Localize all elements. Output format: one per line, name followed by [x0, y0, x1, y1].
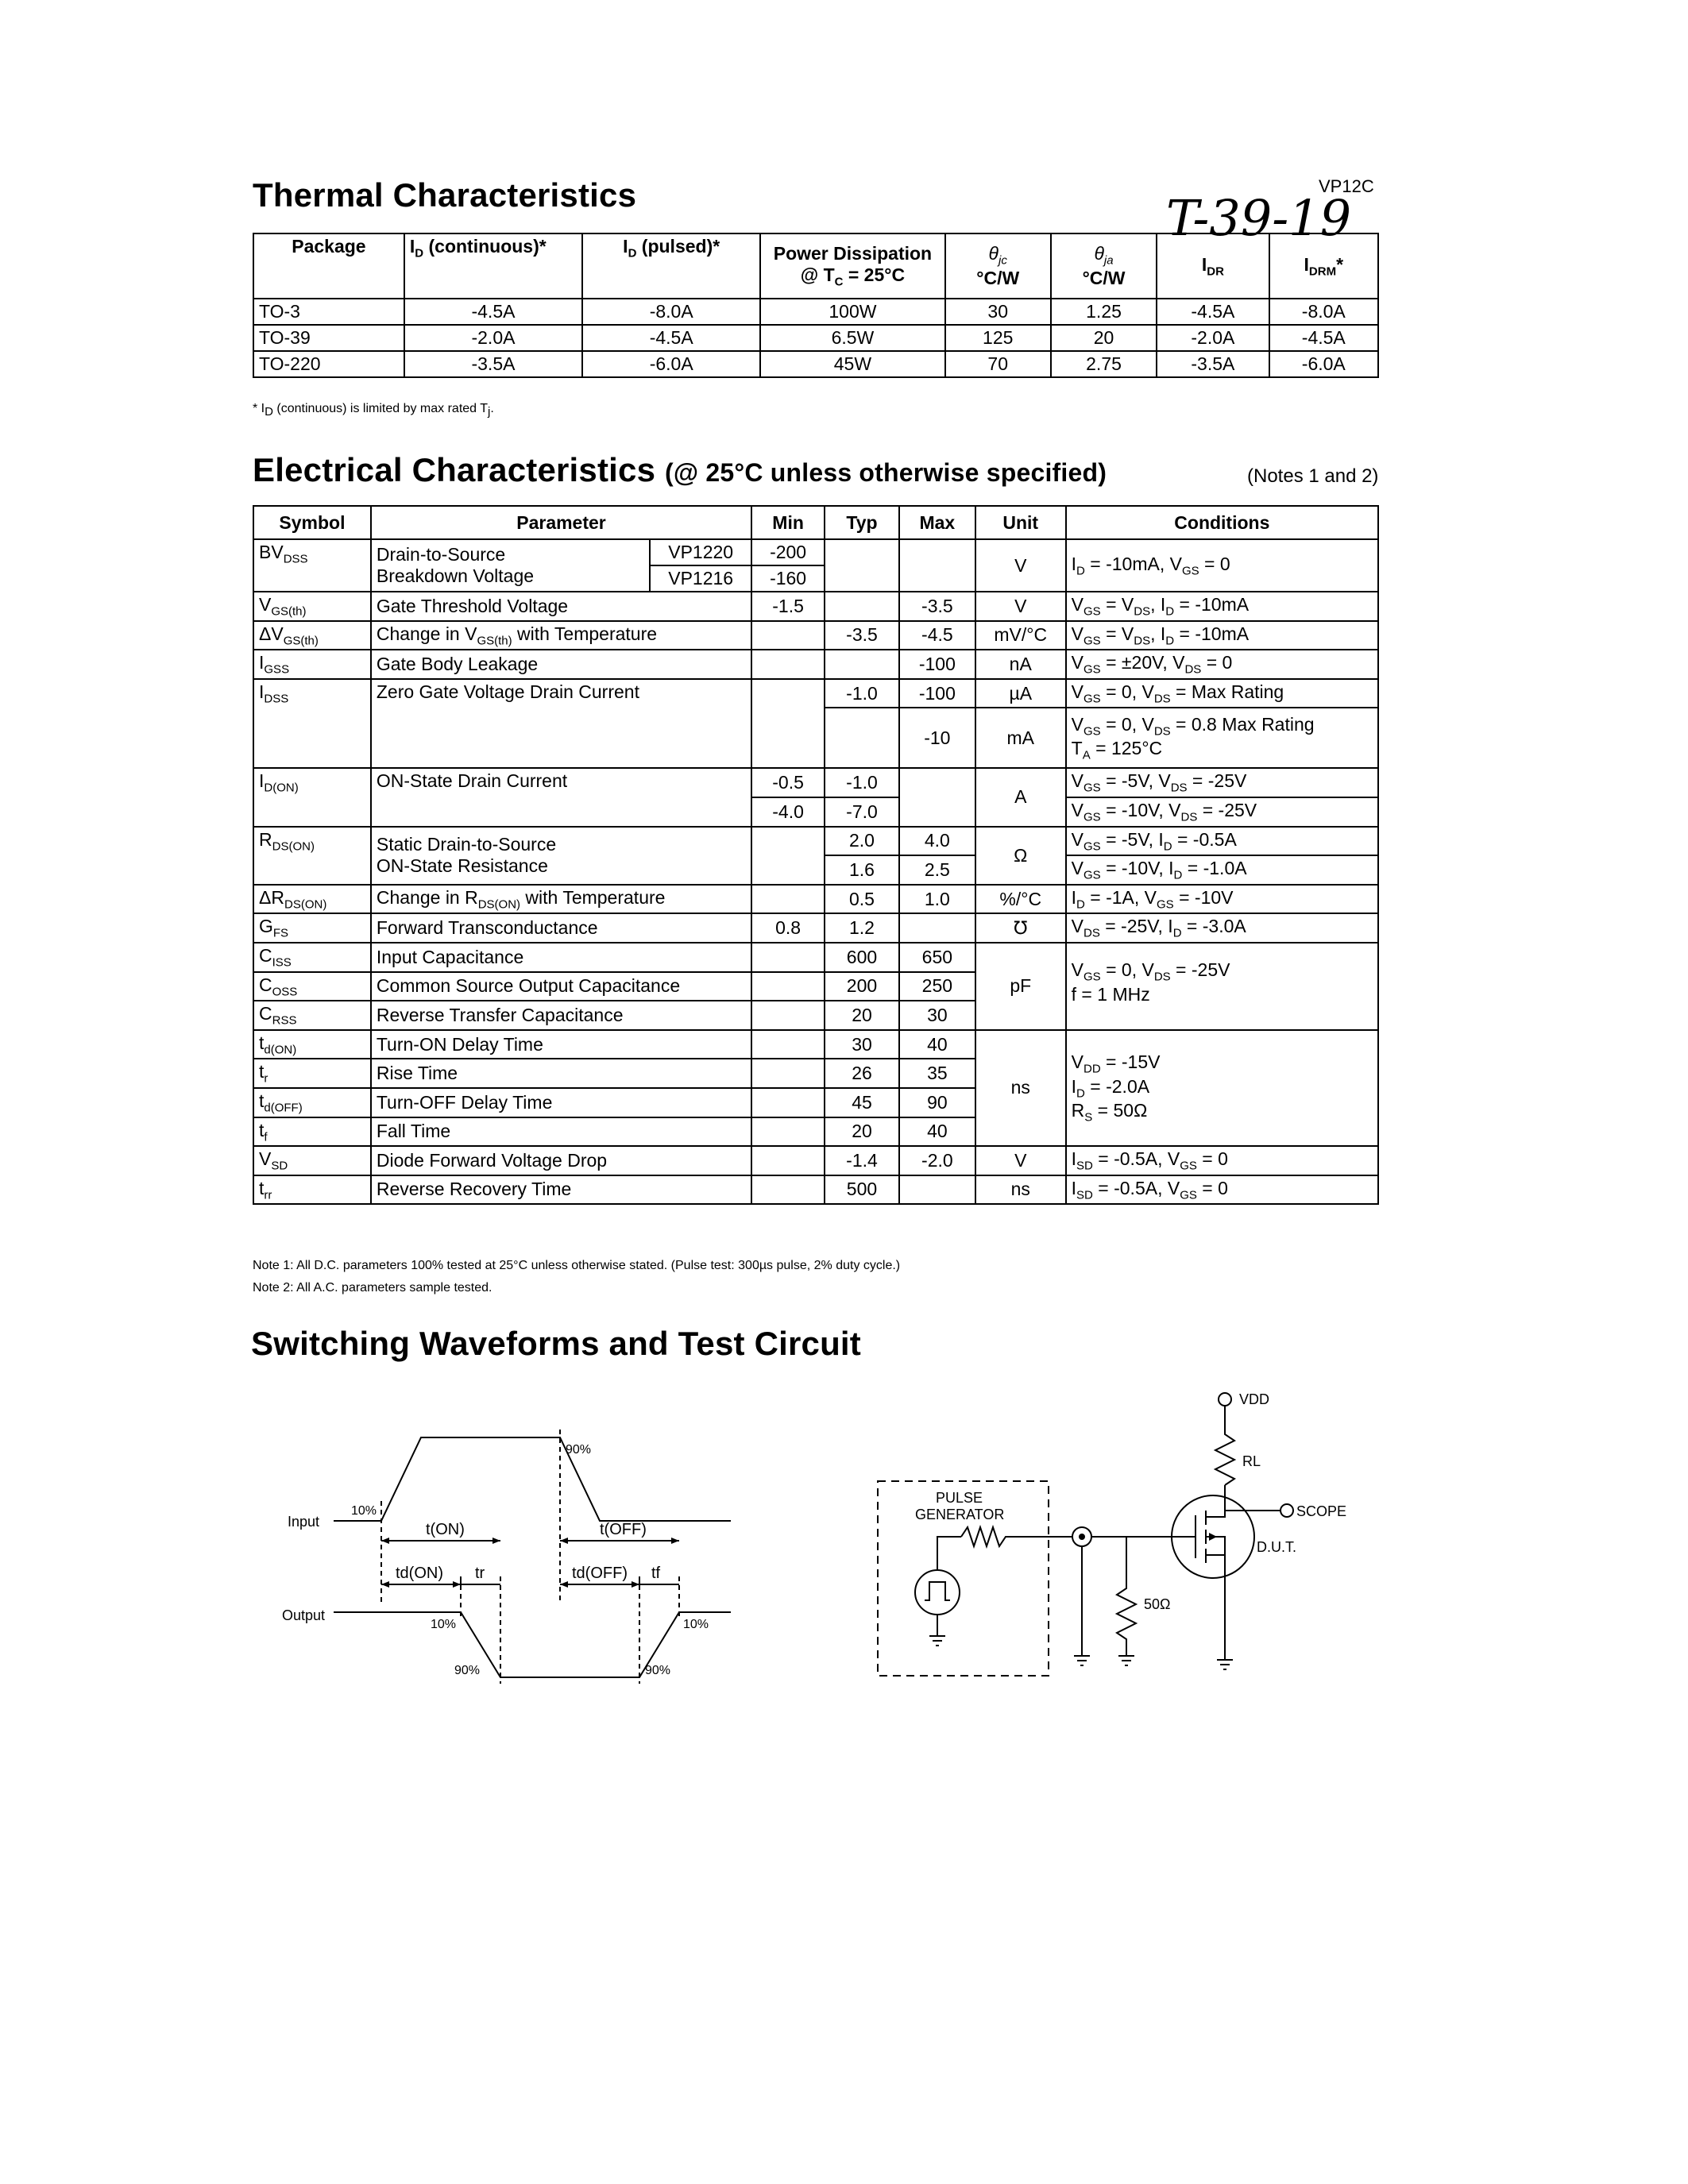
cell: TO-39 — [253, 325, 404, 351]
thermal-header-row — [253, 233, 1378, 299]
table-row — [253, 1175, 1378, 1205]
cell: -3.5A — [1157, 351, 1269, 377]
cell: Forward Transconductance — [371, 913, 751, 943]
sym-tf: $t_f$ — [253, 1117, 371, 1147]
thermal-footnote: * $I_D$ (continuous) is limited by max rated $T_j$. — [253, 402, 494, 419]
cond-gfs: $V_{DS} = -25V$, $I_D = -3.0A$ — [1066, 913, 1378, 943]
cell — [825, 539, 899, 592]
label-input: Input — [288, 1514, 320, 1530]
device-vp1220: VP1220 — [650, 539, 751, 565]
cell: 35 — [899, 1059, 975, 1088]
cell: -2.0A — [1157, 325, 1269, 351]
cell: 2.0 — [825, 827, 899, 856]
cell: -2.0 — [899, 1146, 975, 1175]
cond-dvgsth: $V_{GS} = V_{DS}$, $I_D = -10mA$ — [1066, 621, 1378, 650]
cell: 100W — [760, 299, 944, 325]
cond-trr: $I_{SD} = -0.5A$, $V_{GS} = 0$ — [1066, 1175, 1378, 1205]
cell: pF — [975, 943, 1066, 1030]
sym-crss: $C_{RSS}$ — [253, 1001, 371, 1030]
thermal-title: Thermal Characteristics — [253, 176, 637, 214]
label-tdoff: td(OFF) — [572, 1565, 628, 1582]
cell: 26 — [825, 1059, 899, 1088]
cell: 1.2 — [825, 913, 899, 943]
cell: 40 — [899, 1030, 975, 1059]
cond-switching: $V_{DD} = -15V$ $I_D = -2.0A$ $R_S = 50\Omega$ — [1066, 1030, 1378, 1146]
label-generator: GENERATOR — [915, 1507, 1005, 1522]
cell: Common Source Output Capacitance — [371, 972, 751, 1001]
cell: -6.0A — [582, 351, 760, 377]
cell: 30 — [945, 299, 1051, 325]
label-dut: D.U.T. — [1257, 1539, 1297, 1555]
cell: V — [975, 1146, 1066, 1175]
cell — [899, 539, 975, 592]
param-rdson: Static Drain-to-Source ON-State Resistance — [371, 827, 751, 885]
cell: -8.0A — [582, 299, 760, 325]
th-conditions: Conditions — [1066, 506, 1378, 539]
param-bvdss: Drain-to-Source Breakdown Voltage — [371, 539, 650, 592]
sym-tr: $t_r$ — [253, 1059, 371, 1088]
cond-rdson-1: $V_{GS} = -5V$, $I_D = -0.5A$ — [1066, 827, 1378, 856]
cell — [751, 943, 825, 972]
cell: 125 — [945, 325, 1051, 351]
cell: 90 — [899, 1088, 975, 1117]
table-row — [253, 621, 1378, 650]
cond-idss-2: $V_{GS} = 0$, $V_{DS} = 0.8$ Max Rating $T_A = 125^\circ C$ — [1066, 708, 1378, 768]
cell — [751, 679, 825, 769]
cell: Rise Time — [371, 1059, 751, 1088]
th-idrm: $I_{DRM}*$ — [1269, 233, 1378, 299]
cell: -10 — [899, 708, 975, 768]
switching-waveform — [278, 1422, 755, 1692]
sym-rdson: $R_{DS(ON)}$ — [253, 827, 371, 885]
cell: -8.0A — [1269, 299, 1378, 325]
cond-idon-1: $V_{GS} = -5V$, $V_{DS} = -25V$ — [1066, 768, 1378, 797]
sym-drdson: $\Delta R_{DS(ON)}$ — [253, 885, 371, 914]
table-row — [253, 679, 1378, 708]
cond-idss-1: $V_{GS} = 0$, $V_{DS}$ = Max Rating — [1066, 679, 1378, 708]
cell — [751, 1088, 825, 1117]
cell: -3.5 — [899, 592, 975, 621]
cell: 2.5 — [899, 855, 975, 885]
electrical-table — [253, 505, 1379, 1205]
cell: 250 — [899, 972, 975, 1001]
cell: Fall Time — [371, 1117, 751, 1147]
cell — [899, 913, 975, 943]
cell: 2.75 — [1051, 351, 1157, 377]
cell — [751, 1001, 825, 1030]
cell: -1.0 — [825, 768, 899, 797]
th-typ: Typ — [825, 506, 899, 539]
page-id: VP12C — [1319, 176, 1374, 196]
cell: ON-State Drain Current — [371, 768, 751, 826]
table-row — [253, 768, 1378, 797]
cell: mA — [975, 708, 1066, 768]
test-circuit — [858, 1382, 1366, 1692]
label-rl: RL — [1242, 1453, 1261, 1469]
label-tr: tr — [475, 1565, 485, 1582]
table-row — [253, 885, 1378, 914]
cell: -1.4 — [825, 1146, 899, 1175]
cell: ℧ — [975, 913, 1066, 943]
th-idr: $I_{DR}$ — [1157, 233, 1269, 299]
table-row — [253, 913, 1378, 943]
cell: 650 — [899, 943, 975, 972]
param-dvgsth: Change in $V_{GS(th)}$ with Temperature — [371, 621, 751, 650]
cell: 0.8 — [751, 913, 825, 943]
th-theta-ja: $\theta_{ja}$ °C/W — [1051, 233, 1157, 299]
cell: 0.5 — [825, 885, 899, 914]
cell: 4.0 — [899, 827, 975, 856]
thermal-table — [253, 233, 1379, 378]
thermal-row — [253, 299, 1378, 325]
cell — [751, 972, 825, 1001]
cell — [751, 1030, 825, 1059]
label-vdd: VDD — [1239, 1391, 1270, 1407]
cell: 20 — [1051, 325, 1157, 351]
cell: -6.0A — [1269, 351, 1378, 377]
label-50-ohm: 50Ω — [1144, 1596, 1171, 1612]
param-drdson: Change in $R_{DS(ON)}$ with Temperature — [371, 885, 751, 914]
cell — [825, 592, 899, 621]
cell: Gate Threshold Voltage — [371, 592, 751, 621]
cell: 600 — [825, 943, 899, 972]
cell: A — [975, 768, 1066, 826]
sym-ciss: $C_{ISS}$ — [253, 943, 371, 972]
label-pulse: PULSE — [936, 1490, 983, 1506]
cell: 1.25 — [1051, 299, 1157, 325]
table-row — [253, 943, 1378, 972]
th-id-continuous: $I_D$ (continuous)* — [404, 233, 582, 299]
label-10-output-right: 10% — [683, 1618, 709, 1631]
cell — [751, 1175, 825, 1205]
cell: TO-220 — [253, 351, 404, 377]
cell: Turn-ON Delay Time — [371, 1030, 751, 1059]
cond-capacitance: $V_{GS} = 0$, $V_{DS} = -25V$ f = 1 MHz — [1066, 943, 1378, 1030]
cell: -2.0A — [404, 325, 582, 351]
cond-bvdss: $I_D = -10mA$, $V_{GS} = 0$ — [1066, 539, 1378, 592]
th-parameter: Parameter — [371, 506, 751, 539]
cell: 20 — [825, 1001, 899, 1030]
notes-reference: (Notes 1 and 2) — [1247, 465, 1379, 487]
cell: 70 — [945, 351, 1051, 377]
cell: Gate Body Leakage — [371, 650, 751, 679]
sym-coss: $C_{OSS}$ — [253, 972, 371, 1001]
sym-dvgsth: $\Delta V_{GS(th)}$ — [253, 621, 371, 650]
cell: Zero Gate Voltage Drain Current — [371, 679, 751, 769]
label-scope: SCOPE — [1296, 1503, 1347, 1519]
cell: 30 — [899, 1001, 975, 1030]
sym-trr: $t_{rr}$ — [253, 1175, 371, 1205]
cell — [899, 1175, 975, 1205]
cell: -4.5 — [899, 621, 975, 650]
sym-vgsth: $V_{GS(th)}$ — [253, 592, 371, 621]
cell — [751, 1117, 825, 1147]
cell: nA — [975, 650, 1066, 679]
th-unit: Unit — [975, 506, 1066, 539]
th-symbol: Symbol — [253, 506, 371, 539]
sym-bvdss: $BV_{DSS}$ — [253, 539, 371, 592]
cell: -3.5A — [404, 351, 582, 377]
device-vp1216: VP1216 — [650, 565, 751, 592]
label-tdon: td(ON) — [396, 1565, 443, 1582]
sym-igss: $I_{GSS}$ — [253, 650, 371, 679]
cell: -4.5A — [1157, 299, 1269, 325]
cell — [751, 885, 825, 914]
cell: V — [975, 592, 1066, 621]
cell: -4.0 — [751, 797, 825, 827]
table-row — [253, 1146, 1378, 1175]
table-row — [253, 827, 1378, 856]
cell: 200 — [825, 972, 899, 1001]
cell: 20 — [825, 1117, 899, 1147]
note-1: Note 1: All D.C. parameters 100% tested at 25°C unless otherwise stated. (Pulse test: 300µs pulse, 2% duty cycle.) — [253, 1259, 901, 1272]
table-row — [253, 539, 1378, 565]
cell: ns — [975, 1030, 1066, 1146]
label-90-output-right: 90% — [645, 1664, 671, 1677]
label-ton: t(ON) — [426, 1521, 465, 1538]
sym-idon: $I_{D(ON)}$ — [253, 768, 371, 826]
thermal-row — [253, 325, 1378, 351]
cell: -1.0 — [825, 679, 899, 708]
cond-vsd: $I_{SD} = -0.5A$, $V_{GS} = 0$ — [1066, 1146, 1378, 1175]
th-max: Max — [899, 506, 975, 539]
table-row — [253, 592, 1378, 621]
cell: 6.5W — [760, 325, 944, 351]
cell: ns — [975, 1175, 1066, 1205]
cell: Turn-OFF Delay Time — [371, 1088, 751, 1117]
sym-tdon: $t_{d(ON)}$ — [253, 1030, 371, 1059]
label-toff: t(OFF) — [600, 1521, 647, 1538]
cell: -160 — [751, 565, 825, 592]
cell: Input Capacitance — [371, 943, 751, 972]
cell — [751, 650, 825, 679]
cond-drdson: $I_D = -1A$, $V_{GS} = -10V$ — [1066, 885, 1378, 914]
sym-vsd: $V_{SD}$ — [253, 1146, 371, 1175]
sym-tdoff: $t_{d(OFF)}$ — [253, 1088, 371, 1117]
electrical-header-row — [253, 506, 1378, 539]
cell: 500 — [825, 1175, 899, 1205]
th-id-pulsed: $I_D$ (pulsed)* — [582, 233, 760, 299]
cell: Ω — [975, 827, 1066, 885]
cell: -1.5 — [751, 592, 825, 621]
th-min: Min — [751, 506, 825, 539]
cell: 45W — [760, 351, 944, 377]
cell — [825, 708, 899, 768]
handwritten-mark: T-39-19 — [1166, 189, 1352, 247]
th-theta-jc: $\theta_{jc}$ °C/W — [945, 233, 1051, 299]
cell: Diode Forward Voltage Drop — [371, 1146, 751, 1175]
cell — [751, 1059, 825, 1088]
cell: -7.0 — [825, 797, 899, 827]
cell: µA — [975, 679, 1066, 708]
th-power-dissipation: Power Dissipation @ $T_C = 25^\circ C$ — [760, 233, 944, 299]
cond-igss: $V_{GS} = \pm 20V$, $V_{DS} = 0$ — [1066, 650, 1378, 679]
cell: -100 — [899, 679, 975, 708]
label-10-input: 10% — [351, 1504, 377, 1518]
switching-title: Switching Waveforms and Test Circuit — [251, 1325, 861, 1362]
label-90-output: 90% — [454, 1664, 481, 1677]
cell — [825, 650, 899, 679]
th-package: Package — [253, 233, 404, 299]
cond-rdson-2: $V_{GS} = -10V$, $I_D = -1.0A$ — [1066, 855, 1378, 885]
sym-gfs: $G_{FS}$ — [253, 913, 371, 943]
cell: 45 — [825, 1088, 899, 1117]
cell: 1.0 — [899, 885, 975, 914]
cond-idon-2: $V_{GS} = -10V$, $V_{DS} = -25V$ — [1066, 797, 1378, 827]
cell: Reverse Transfer Capacitance — [371, 1001, 751, 1030]
cell: -100 — [899, 650, 975, 679]
label-tf: tf — [651, 1565, 661, 1582]
label-90-input: 90% — [566, 1443, 592, 1457]
cell: %/°C — [975, 885, 1066, 914]
cell: TO-3 — [253, 299, 404, 325]
electrical-title: Electrical Characteristics (@ 25°C unless otherwise specified) — [253, 451, 1107, 488]
cell — [751, 827, 825, 885]
cell: 40 — [899, 1117, 975, 1147]
cell: -4.5A — [404, 299, 582, 325]
cell: -200 — [751, 539, 825, 565]
cell: -4.5A — [1269, 325, 1378, 351]
sym-idss: $I_{DSS}$ — [253, 679, 371, 769]
label-output: Output — [282, 1607, 326, 1623]
cond-vgsth: $V_{GS} = V_{DS}$, $I_D = -10mA$ — [1066, 592, 1378, 621]
cell: V — [975, 539, 1066, 592]
cell — [751, 1146, 825, 1175]
cell: -3.5 — [825, 621, 899, 650]
cell: Reverse Recovery Time — [371, 1175, 751, 1205]
label-10-output: 10% — [431, 1618, 457, 1631]
cell — [899, 768, 975, 826]
note-2: Note 2: All A.C. parameters sample tested. — [253, 1281, 492, 1295]
thermal-row — [253, 351, 1378, 377]
cell: 30 — [825, 1030, 899, 1059]
table-row — [253, 1030, 1378, 1059]
cell: mV/°C — [975, 621, 1066, 650]
cell: -0.5 — [751, 768, 825, 797]
cell: 1.6 — [825, 855, 899, 885]
cell — [751, 621, 825, 650]
table-row — [253, 650, 1378, 679]
cell: -4.5A — [582, 325, 760, 351]
